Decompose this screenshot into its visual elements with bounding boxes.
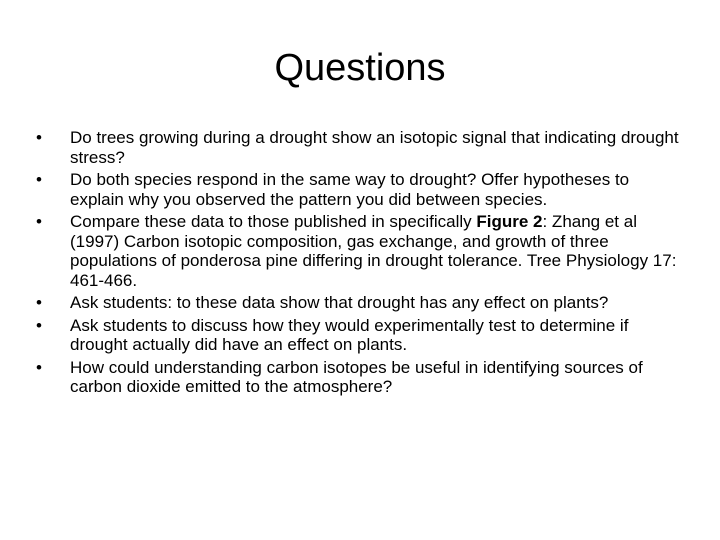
bullet-marker: • bbox=[36, 357, 42, 377]
bullet-text-part: Compare these data to those published in specifically bbox=[70, 212, 477, 231]
bullet-text bbox=[70, 212, 684, 290]
bullet-text: Ask students: to these data show that drought has any effect on plants? bbox=[70, 293, 609, 312]
bullet-item bbox=[36, 212, 684, 290]
bullet-text: How could understanding carbon isotopes be useful in identifying sources of carbon dioxide emitted to the atmosphere? bbox=[70, 357, 643, 396]
bullet-marker: • bbox=[36, 170, 42, 189]
slide-title: Questions bbox=[274, 47, 446, 89]
bullet-marker: • bbox=[36, 128, 42, 147]
bullet-item bbox=[36, 316, 684, 355]
bullet-marker: • bbox=[36, 212, 42, 231]
bullet-item bbox=[36, 293, 684, 313]
bullet-marker: • bbox=[36, 315, 42, 335]
bullet-text: Do both species respond in the same way to drought? Offer hypotheses to explain why you observed the pattern you did between species. bbox=[70, 170, 630, 209]
bullet-text-part: : Zhang et al (1997) Carbon isotopic composition, gas exchange, and growth of three populations of ponderosa pine differing in drought tolerance. Tree Physiology 17: 461-466. bbox=[70, 212, 677, 290]
bullet-text: Ask students to discuss how they would experimentally test to determine if drought actually did have an effect on plants. bbox=[70, 315, 629, 354]
bullet-item bbox=[36, 128, 684, 167]
figure-reference: Figure 2 bbox=[476, 212, 543, 231]
bullet-list bbox=[36, 128, 684, 400]
bullet-text: Do trees growing during a drought show an isotopic signal that indicating drought stress? bbox=[70, 128, 679, 167]
bullet-marker: • bbox=[36, 293, 42, 312]
bullet-item bbox=[36, 358, 684, 397]
bullet-item bbox=[36, 170, 684, 209]
